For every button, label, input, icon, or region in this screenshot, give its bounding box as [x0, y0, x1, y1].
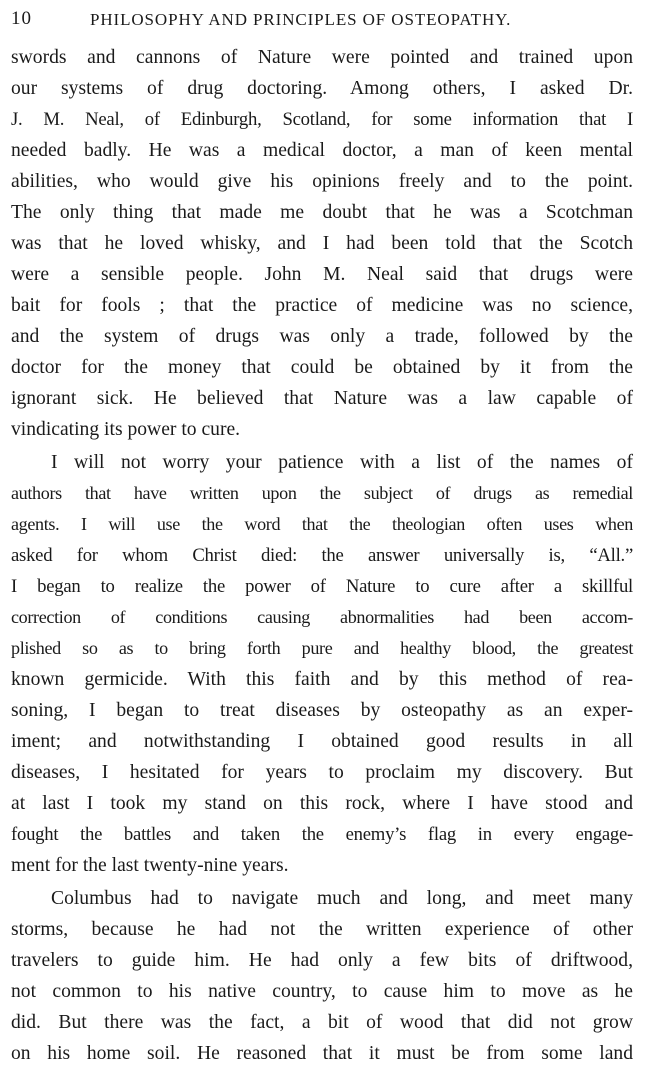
text-line: and the system of drugs was only a trade, followed by the [11, 326, 633, 347]
header-title: PHILOSOPHY AND PRINCIPLES OF OSTEOPATHY. [90, 10, 512, 29]
text-line: The only thing that made me doubt that he was a Scotchman [11, 202, 633, 223]
text-line: authors that have written upon the subject of drugs as remedial [11, 483, 633, 503]
paragraph-start-line: I will not worry your patience with a list of the names of [51, 452, 633, 473]
body-text [11, 42, 633, 1069]
text-line: our systems of drug doctoring. Among others, I asked Dr. [11, 78, 633, 99]
paragraph-end-line: vindicating its power to cure. [11, 419, 241, 440]
text-line: did. But there was the fact, a bit of wood that did not grow [11, 1012, 633, 1033]
paragraph-start-line: Columbus had to navigate much and long, and meet many [51, 888, 633, 909]
text-line: plished so as to bring forth pure and healthy blood, the greatest [11, 638, 633, 658]
text-line: I began to realize the power of Nature to cure after a skillful [11, 576, 633, 597]
text-line: agents. I will use the word that the theologian often uses when [11, 514, 633, 534]
text-line: at last I took my stand on this rock, where I have stood and [11, 793, 633, 814]
text-line: iment; and notwithstanding I obtained good results in all [11, 731, 633, 752]
text-line: not common to his native country, to cause him to move as he [11, 981, 633, 1002]
text-line: storms, because he had not the written experience of other [11, 919, 633, 940]
paragraph-end-line: ment for the last twenty-nine years. [11, 855, 289, 876]
text-line: abilities, who would give his opinions freely and to the point. [11, 171, 633, 192]
text-line: on his home soil. He reasoned that it must be from some land [11, 1043, 633, 1064]
text-line: J. M. Neal, of Edinburgh, Scotland, for some information that I [11, 109, 633, 130]
text-line: soning, I began to treat diseases by osteopathy as an exper- [11, 700, 633, 721]
text-line: correction of conditions causing abnormalities had been accom- [11, 607, 633, 627]
text-line: asked for whom Christ died: the answer universally is, “All.” [11, 545, 633, 566]
text-line: ignorant sick. He believed that Nature was a law capable of [11, 388, 633, 409]
text-line: swords and cannons of Nature were pointed and trained upon [11, 47, 633, 68]
text-line: travelers to guide him. He had only a few bits of driftwood, [11, 950, 633, 971]
text-line: known germicide. With this faith and by this method of rea- [11, 669, 633, 690]
text-line: bait for fools ; that the practice of medicine was no science, [11, 295, 633, 316]
text-line: were a sensible people. John M. Neal said that drugs were [11, 264, 633, 285]
text-line: was that he loved whisky, and I had been told that the Scotch [11, 233, 633, 254]
text-line: fought the battles and taken the enemy’s flag in every engage- [11, 824, 633, 845]
page-number: 10 [11, 8, 32, 29]
running-header [11, 6, 641, 34]
text-line: doctor for the money that could be obtained by it from the [11, 357, 633, 378]
text-line: needed badly. He was a medical doctor, a man of keen mental [11, 140, 633, 161]
text-line: diseases, I hesitated for years to proclaim my discovery. But [11, 762, 633, 783]
